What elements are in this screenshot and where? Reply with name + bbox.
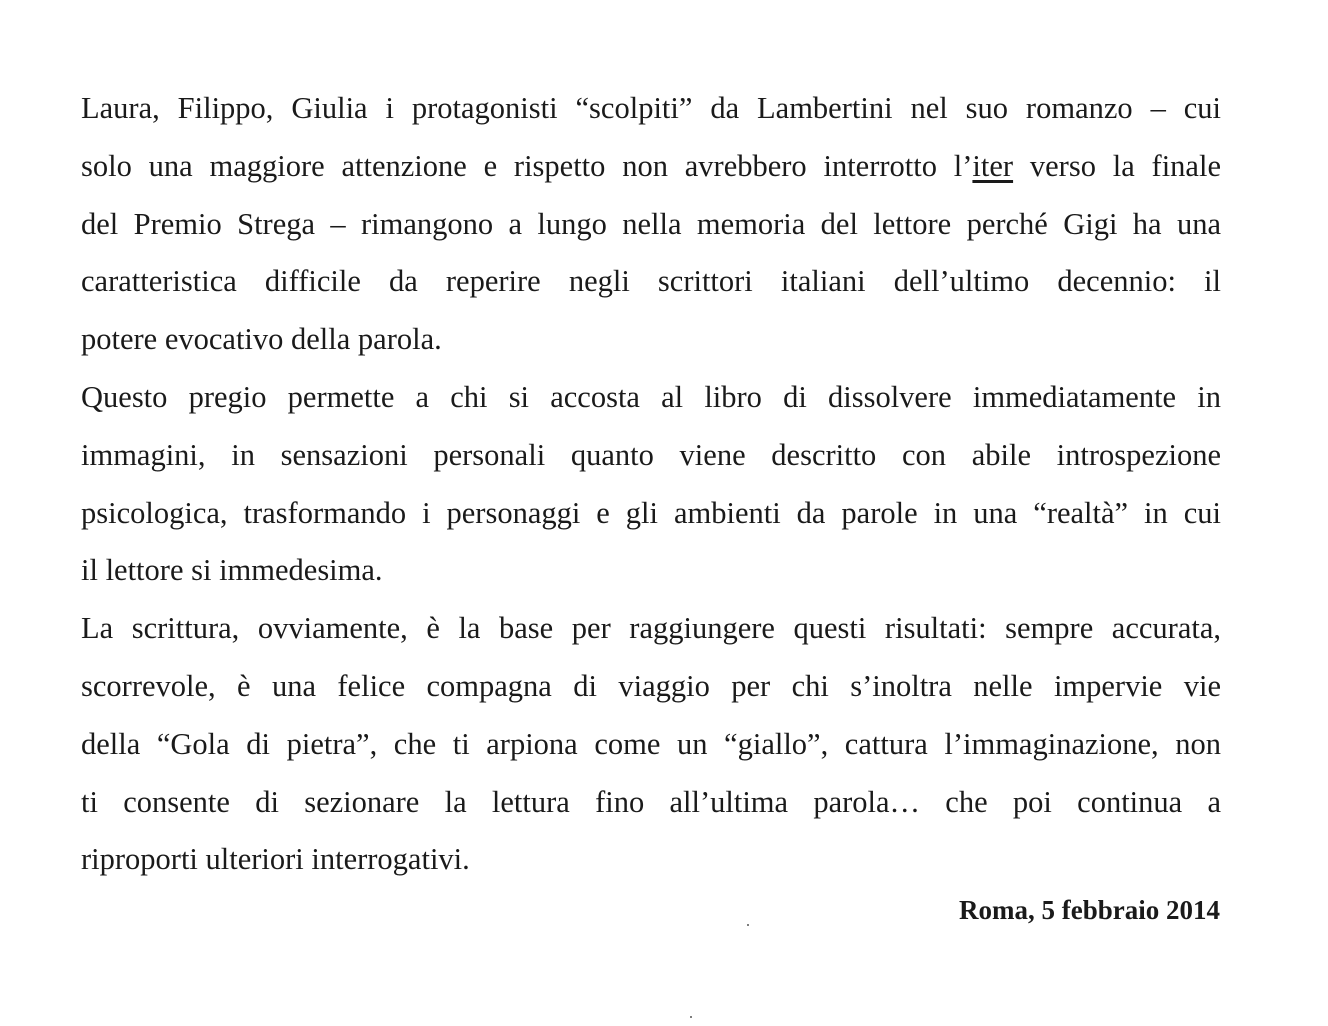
paragraph-1-line-2 <box>81 138 1221 196</box>
paragraph-2-line-4: il lettore si immedesima. <box>81 553 383 588</box>
paragraph-1-line-3: del Premio Strega – rimangono a lungo nella memoria del lettore perché Gigi ha una <box>81 206 1221 241</box>
paragraph-3-line-4: ti consente di sezionare la lettura fino all’ultima parola… che poi continua a <box>81 784 1221 819</box>
paragraph-3-line-2: scorrevole, è una felice compagna di viaggio per chi s’inoltra nelle impervie vie <box>81 668 1221 703</box>
line-text-before-iter: solo una maggiore attenzione e rispetto non avrebbero interrotto l’ <box>81 148 973 183</box>
paragraph-1-line-4: caratteristica difficile da reperire negli scrittori italiani dell’ultimo decennio: il <box>81 264 1221 299</box>
paragraph-2-line-1: Questo pregio permette a chi si accosta al libro di dissolvere immediatamente in <box>81 379 1221 414</box>
underlined-word-iter: iter <box>972 148 1014 183</box>
paragraph-2-line-3: psicologica, trasformando i personaggi e gli ambienti da parole in una “realtà” in cui <box>81 495 1221 530</box>
signature-place-date: Roma, 5 febbraio 2014 <box>959 895 1220 925</box>
scan-speck <box>690 1016 692 1018</box>
paragraph-3-line-5: riproporti ulteriori interrogativi. <box>81 842 470 877</box>
paragraph-1-line-5: potere evocativo della parola. <box>81 322 442 357</box>
paragraph-3-line-1: La scrittura, ovviamente, è la base per raggiungere questi risultati: sempre accurata, <box>81 611 1221 646</box>
document-body <box>81 80 1221 889</box>
paragraph-3-line-3: della “Gola di pietra”, che ti arpiona come un “giallo”, cattura l’immaginazione, non <box>81 726 1221 761</box>
scan-speck <box>747 924 749 926</box>
paragraph-2-line-2: immagini, in sensazioni personali quanto viene descritto con abile introspezione <box>81 437 1221 472</box>
line-text-after-iter: verso la finale <box>1013 148 1221 183</box>
paragraph-1-line-1: Laura, Filippo, Giulia i protagonisti “scolpiti” da Lambertini nel suo romanzo – cui <box>81 91 1221 125</box>
